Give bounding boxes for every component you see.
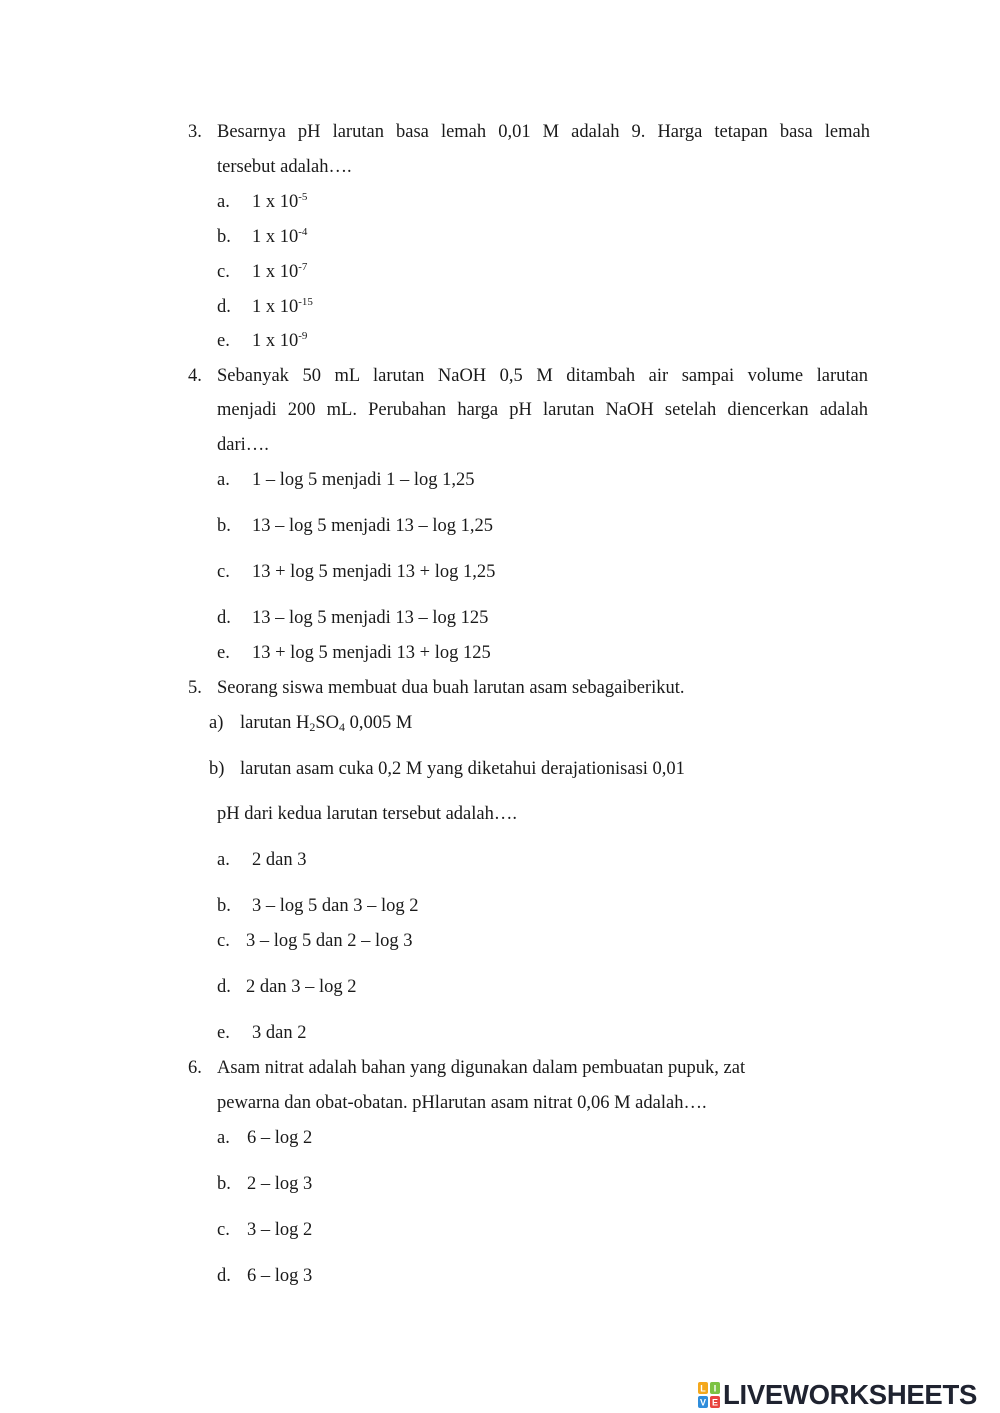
q5-option-a[interactable]: 2 dan 3 bbox=[252, 850, 307, 870]
q3-option-e[interactable]: 1 x $10^{-9}$ bbox=[252, 330, 308, 351]
q6-option-b[interactable]: 2 – log 3 bbox=[247, 1174, 313, 1194]
q5-number: 5. bbox=[188, 678, 202, 698]
q5-option-a-label[interactable]: a. bbox=[217, 850, 230, 870]
q6-option-b-label[interactable]: b. bbox=[217, 1174, 231, 1194]
q6-option-c[interactable]: 3 – log 2 bbox=[247, 1220, 313, 1240]
q4-number: 4. bbox=[188, 366, 202, 386]
q5-option-e[interactable]: 3 dan 2 bbox=[252, 1023, 307, 1043]
q5-item-b: larutan asam cuka 0,2 M yang diketahui derajationisasi 0,01 bbox=[240, 759, 685, 779]
q5-option-b[interactable]: 3 – log 5 dan 3 – log 2 bbox=[252, 896, 419, 916]
q5-option-e-label[interactable]: e. bbox=[217, 1023, 230, 1043]
q4-text-line2: menjadi 200 mL. Perubahan harga pH larutan NaOH setelah diencerkan adalah bbox=[217, 400, 868, 420]
liveworksheets-logo-icon bbox=[698, 1382, 720, 1408]
q3-option-b-label[interactable]: b. bbox=[217, 227, 231, 247]
q5-text-line1: Seorang siswa membuat dua buah larutan asam sebagaiberikut. bbox=[217, 678, 685, 698]
q6-option-a-label[interactable]: a. bbox=[217, 1128, 230, 1148]
svg-text:V: V bbox=[699, 1397, 707, 1408]
q4-option-a-label[interactable]: a. bbox=[217, 470, 230, 490]
q5-option-d-label[interactable]: d. bbox=[217, 977, 231, 997]
q4-option-b[interactable]: 13 – log 5 menjadi 13 – log 1,25 bbox=[252, 516, 493, 536]
q6-option-a[interactable]: 6 – log 2 bbox=[247, 1128, 313, 1148]
q4-option-e-label[interactable]: e. bbox=[217, 643, 230, 663]
liveworksheets-brand bbox=[698, 1379, 977, 1411]
q6-number: 6. bbox=[188, 1058, 202, 1078]
q3-option-b[interactable]: 1 x $10^{-4}$ bbox=[252, 226, 308, 247]
q3-option-c-label[interactable]: c. bbox=[217, 262, 230, 282]
q3-option-a-label[interactable]: a. bbox=[217, 192, 230, 212]
q3-option-c[interactable]: 1 x $10^{-7}$ bbox=[252, 261, 308, 282]
q5-option-c[interactable]: 3 – log 5 dan 2 – log 3 bbox=[246, 931, 413, 951]
q4-option-c[interactable]: 13 + log 5 menjadi 13 + log 1,25 bbox=[252, 562, 496, 582]
q6-text-line1: Asam nitrat adalah bahan yang digunakan dalam pembuatan pupuk, zat bbox=[217, 1058, 746, 1078]
q3-text-line1: Besarnya pH larutan basa lemah 0,01 M adalah 9. Harga tetapan basa lemah bbox=[217, 122, 870, 142]
q4-option-c-label[interactable]: c. bbox=[217, 562, 230, 582]
q4-text-line3: dari…. bbox=[217, 435, 269, 455]
svg-text:I: I bbox=[713, 1383, 717, 1394]
q5-option-c-label[interactable]: c. bbox=[217, 931, 230, 951]
q5-item-a-label: a) bbox=[209, 713, 224, 733]
q4-option-d[interactable]: 13 – log 5 menjadi 13 – log 125 bbox=[252, 608, 489, 628]
svg-text:L: L bbox=[700, 1383, 706, 1394]
q3-option-d-label[interactable]: d. bbox=[217, 297, 231, 317]
q4-option-d-label[interactable]: d. bbox=[217, 608, 231, 628]
liveworksheets-wordmark: LIVEWORKSHEETS bbox=[723, 1379, 978, 1410]
q5-question: pH dari kedua larutan tersebut adalah…. bbox=[217, 804, 517, 824]
q5-option-b-label[interactable]: b. bbox=[217, 896, 231, 916]
q5-item-a: larutan $H_2SO_4$ 0,005 M bbox=[240, 713, 413, 734]
q5-option-d[interactable]: 2 dan 3 – log 2 bbox=[246, 977, 357, 997]
q6-option-d[interactable]: 6 – log 3 bbox=[247, 1266, 313, 1286]
q4-option-b-label[interactable]: b. bbox=[217, 516, 231, 536]
q3-text-line2: tersebut adalah…. bbox=[217, 157, 352, 177]
q6-option-c-label[interactable]: c. bbox=[217, 1220, 230, 1240]
q5-item-b-label: b) bbox=[209, 759, 225, 779]
svg-text:E: E bbox=[711, 1397, 719, 1408]
q6-text-line2: pewarna dan obat-obatan. pHlarutan asam nitrat 0,06 M adalah…. bbox=[217, 1093, 707, 1113]
q6-option-d-label[interactable]: d. bbox=[217, 1266, 231, 1286]
q3-number: 3. bbox=[188, 122, 202, 142]
q4-text-line1: Sebanyak 50 mL larutan NaOH 0,5 M ditambah air sampai volume larutan bbox=[217, 366, 868, 386]
q4-option-a[interactable]: 1 – log 5 menjadi 1 – log 1,25 bbox=[252, 470, 475, 490]
q4-option-e[interactable]: 13 + log 5 menjadi 13 + log 125 bbox=[252, 643, 491, 663]
q3-option-e-label[interactable]: e. bbox=[217, 331, 230, 351]
q3-option-a[interactable]: 1 x $10^{-5}$ bbox=[252, 191, 308, 212]
q3-option-d[interactable]: 1 x $10^{-15}$ bbox=[252, 296, 313, 317]
